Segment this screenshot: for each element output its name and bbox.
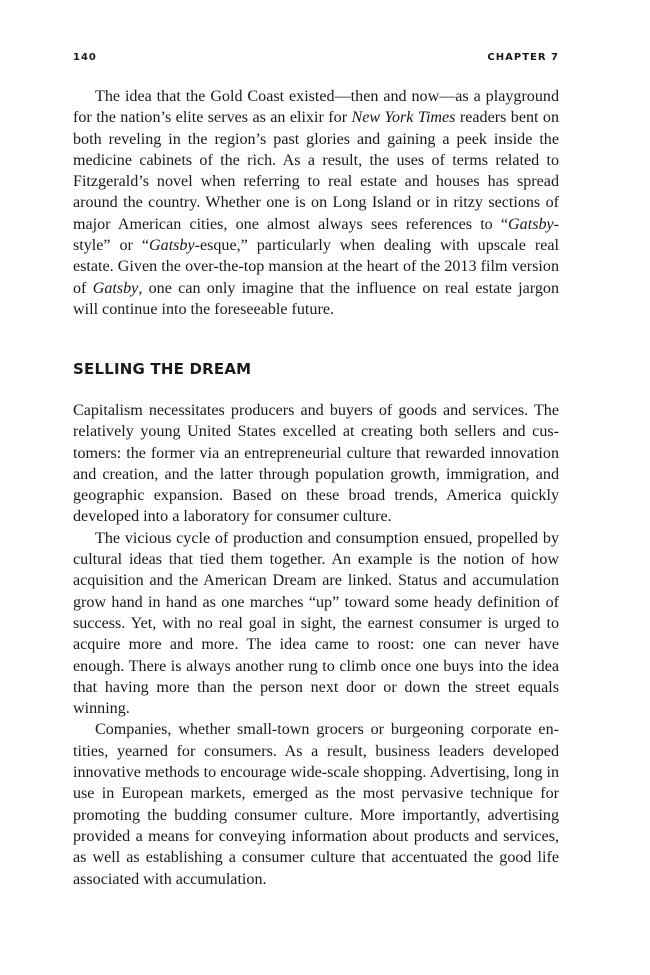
paragraph-companies: Companies, whether small-town grocers or burgeoning corporate entities, yearned for consumers. As a result, business leaders developed innovative methods to encourage wide-scale shopping. Advertising, long in use in European markets, emerged as the most pervasive technique for promoting the budding consumer culture. More importantly, advertising provided a means for conveying information about products and services, as well as establishing a consumer culture that accentuated the good life associated with accumulation. (73, 721, 559, 888)
italic-title: Gatsby (92, 279, 139, 297)
paragraph-text: -esque,” particularly when dealing with upscale real estate. Given the over-the-top mansion at the heart of the 2013 film version of (73, 237, 559, 297)
paragraph-text: , one can only imagine that the influence on real estate jargon will continue into the foreseeable future. (73, 279, 560, 318)
italic-title: Gatsby (149, 237, 195, 255)
running-head (73, 52, 559, 68)
paragraph-gold-coast (73, 86, 559, 320)
paragraph-text: -style” or “ (73, 215, 559, 255)
section-heading: SELLING THE DREAM (73, 360, 252, 378)
paragraph-text: The idea that the Gold Coast existed—then and now—as a playground for the nation’s elite serves as an elixir for (73, 88, 559, 127)
paragraph-vicious-cycle: The vicious cycle of production and consumption ensued, propelled by cultural ideas that tied them together. An example is the notion of how acquisition and the American Dream are linked. Status and accumulation grow hand in hand as one marches “up” toward some heady definition of success. Yet, with no real goal in sight, the earnest consumer is urged to acquire more and more. The idea came to roost: one can never have enough. There is always another rung to climb once one buys into the idea that having more than the person next door or down the street equals winning. (73, 529, 559, 718)
italic-title: Gatsby (508, 215, 554, 233)
chapter-label: CHAPTER 7 (487, 52, 559, 63)
paragraph-capitalism: Capitalism necessitates producers and buyers of goods and services. The relatively young United States excelled at creating both sellers and customers: the former via an entrepreneurial culture that rewarded innovation and creation, and the latter through population growth, immigration, and geographic expansion. Based on these broad trends, America quickly developed into a laboratory for consumer culture. (73, 402, 559, 526)
paragraph-text: readers bent on both reveling in the region’s past glories and gaining a peek inside the medicine cabinets of the rich. As a result, the uses of terms related to Fitzgerald’s novel when referring to real estate and houses has spread around the country. Whether one is on Long Island or in ritzy sections of major American cities, one almost always sees references to “ (73, 109, 559, 233)
opening-text-block (73, 86, 559, 320)
section-text-block (73, 400, 559, 890)
page-number: 140 (73, 52, 97, 63)
italic-title: New York Times (351, 109, 456, 127)
